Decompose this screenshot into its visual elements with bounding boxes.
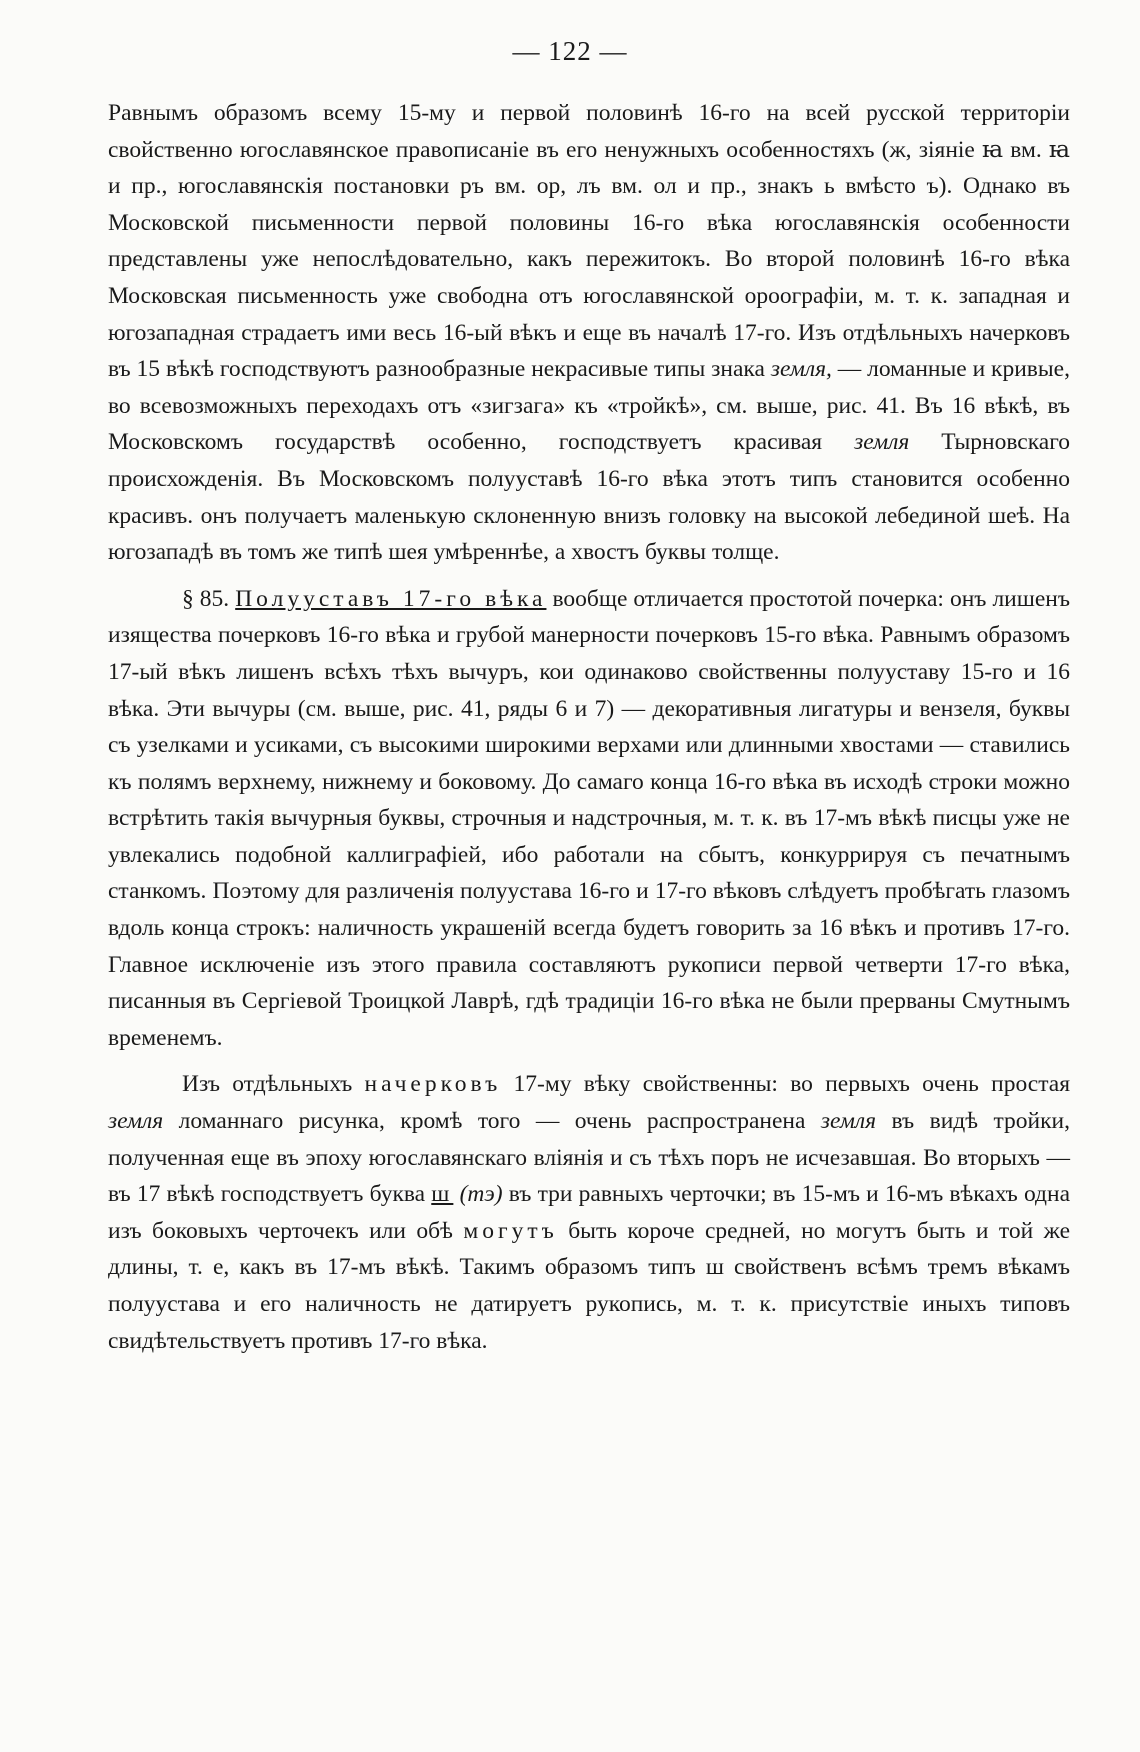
paragraph-2 [108, 581, 1070, 1057]
paragraph-1-text-2: — ломанные и кривые, во всевозможныхъ переходахъ отъ «зигзага» къ «тройкѣ», см. выше, рис. 41. Въ 16 вѣкѣ, въ Московскомъ государствѣ особенно, господствуетъ красивая [108, 356, 1070, 456]
paragraph-3 [108, 1066, 1070, 1359]
paragraph-3-text-4: въ видѣ тройки, полученная еще въ эпоху югославянскаго вліянія и съ тѣхъ поръ не исчезавшая. Во вторыхъ — въ 17 вѣкѣ господствуетъ буква [108, 1108, 1070, 1208]
italic-term: земля [820, 1108, 877, 1135]
paragraph-1 [108, 95, 1070, 571]
letter-sha: ш [431, 1181, 454, 1208]
page-number: — 122 — [512, 36, 628, 66]
section-number: § 85. [182, 585, 230, 612]
italic-term: земля [854, 429, 910, 456]
body-text [108, 95, 1070, 1359]
italic-term: (тэ) [459, 1181, 503, 1208]
paragraph-1-text: Равнымъ образомъ всему 15-му и первой половинѣ 16-го на всей русской территоріи свойственно югославянское правописаніе въ его ненужныхъ особенностяхъ (ж, зіяніе ꙗ вм. ꙗ и пр., югославянскія постановки ръ вм. ор, лъ вм. ол и пр., знакъ ь вмѣсто ъ). Однако въ Московской письменности первой половины 16-го вѣка югославянскія особенности представлены уже непослѣдовательно, какъ пережитокъ. Во второй половинѣ 16-го вѣка Московская письменность уже свободна отъ югославянской ороографіи, м. т. к. западная и югозападная страдаетъ ими весь 16-ый вѣкъ и еще въ началѣ 17-го. Изъ отдѣльныхъ начерковъ въ 15 вѣкѣ господствуютъ разнообразные некрасивые типы знака [108, 100, 1070, 383]
paragraph-3-text-5: въ три равныхъ черточки; въ 15-мъ и 16-мъ вѣкахъ одна изъ боковыхъ черточекъ или обѣ [108, 1181, 1071, 1244]
paragraph-2-text: вообще отличается простотой почерка: онъ лишенъ изящества почерковъ 16-го вѣка и грубой манерности почерковъ 15-го вѣка. Равнымъ образомъ 17-ый вѣкъ лишенъ всѣхъ тѣхъ вычуръ, кои одинаково свойственны полууставу 15-го и 16 вѣка. Эти вычуры (см. выше, рис. 41, ряды 6 и 7) — декоративныя лигатуры и вензеля, буквы съ узелками и усиками, съ высокими широкими верхами или длинными хвостами — ставились къ полямъ верхнему, нижнему и боковому. До самаго конца 16-го вѣка въ исходѣ строки можно встрѣтить такія вычурныя буквы, строчныя и надстрочныя, м. т. к. въ 17-мъ вѣкѣ писцы уже не увлекались подобной каллиграфіей, ибо работали на сбытъ, конкуррируя съ печатнымъ станкомъ. Поэтому для различенія полуустава 16-го и 17-го вѣковъ слѣдуетъ пробѣгать глазомъ вдоль конца строкъ: наличность украшеній всегда будетъ говорить за 16 вѣкъ и противъ 17-го. Главное исключеніе изъ этого правила составляютъ рукописи первой четверти 17-го вѣка, писанныя въ Сергіевой Троицкой Лаврѣ, гдѣ традиціи 16-го вѣка не были прерваны Смутнымъ временемъ. [108, 585, 1071, 1051]
paragraph-3-text-2: 17-му вѣку свойственны: во первыхъ очень простая [501, 1071, 1071, 1098]
spaced-term: начерковъ [364, 1071, 502, 1098]
paragraph-1-text-3: Тырновскаго происхожденія. Въ Московскомъ полууставѣ 16-го вѣка этотъ типъ становится особенно красивъ. онъ получаетъ маленькую склоненную внизъ головку на высокой лебединой шеѣ. На югозападѣ въ томъ же типѣ шея умѣреннѣе, а хвостъ буквы толще. [108, 429, 1070, 566]
spaced-term: могутъ [463, 1217, 558, 1244]
paragraph-3-text-3: ломаннаго рисунка, кромѣ того — очень распространена [163, 1108, 821, 1135]
italic-term: земля [108, 1108, 164, 1135]
italic-term: земля, [770, 356, 832, 383]
section-heading: Полууставъ 17-го вѣка [235, 585, 547, 612]
paragraph-3-text-1: Изъ отдѣльныхъ [182, 1071, 365, 1098]
paragraph-3-text-6: быть короче средней, но могутъ быть и той же длины, т. е, какъ въ 17-мъ вѣкѣ. Такимъ образомъ типъ ш свойственъ всѣмъ тремъ вѣкамъ полуустава и его наличность не датируетъ рукопись, м. т. к. присутствіе иныхъ типовъ свидѣтельствуетъ противъ 17-го вѣка. [108, 1217, 1071, 1354]
